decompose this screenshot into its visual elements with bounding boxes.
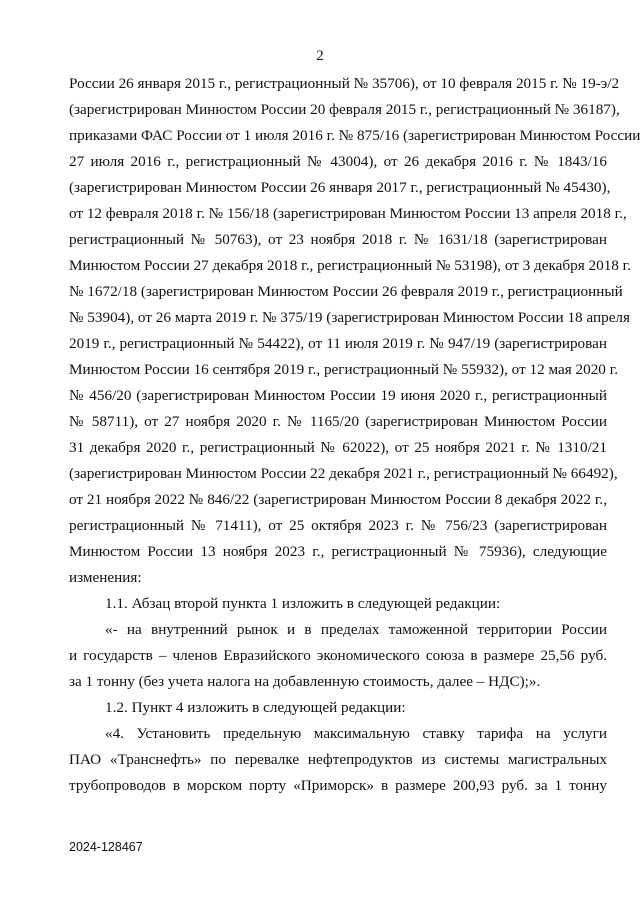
- text-line: изменения:: [69, 569, 142, 586]
- text-line: России 26 января 2015 г., регистрационный № 35706), от 10 февраля 2015 г. № 19-э/2: [69, 75, 620, 92]
- paragraph-heading: 1.2. Пункт 4 изложить в следующей редакции:: [105, 699, 406, 716]
- text-line: «- на внутренний рынок и в пределах таможенной территории России: [105, 621, 607, 638]
- text-line: 2019 г., регистрационный № 54422), от 11 июля 2019 г. № 947/19 (зарегистрирован: [69, 335, 607, 352]
- text-line: ПАО «Транснефть» по перевалке нефтепродуктов из системы магистральных: [69, 751, 607, 768]
- text-line: № 53904), от 26 марта 2019 г. № 375/19 (зарегистрирован Минюстом России 18 апреля: [69, 309, 630, 326]
- page-number: 2: [316, 48, 324, 64]
- text-line: регистрационный № 71411), от 25 октября 2023 г. № 756/23 (зарегистрирован: [69, 517, 607, 534]
- text-line: (зарегистрирован Минюстом России 22 декабря 2021 г., регистрационный № 66492),: [69, 465, 618, 482]
- text-line: № 1672/18 (зарегистрирован Минюстом России 26 февраля 2019 г., регистрационный: [69, 283, 623, 300]
- text-line: от 12 февраля 2018 г. № 156/18 (зарегистрирован Минюстом России 13 апреля 2018 г.,: [69, 205, 627, 222]
- document-code: 2024-128467: [69, 840, 143, 854]
- text-line: регистрационный № 50763), от 23 ноября 2018 г. № 1631/18 (зарегистрирован: [69, 231, 607, 248]
- text-line: приказами ФАС России от 1 июля 2016 г. № 875/16 (зарегистрирован Минюстом России: [69, 127, 640, 144]
- document-body: [69, 71, 640, 799]
- text-line: трубопроводов в морском порту «Приморск» в размере 200,93 руб. за 1 тонну: [69, 777, 607, 794]
- text-line: Минюстом России 27 декабря 2018 г., регистрационный № 53198), от 3 декабря 2018 г.: [69, 257, 631, 274]
- text-line: «4. Установить предельную максимальную ставку тарифа на услуги: [105, 725, 607, 742]
- text-line: и государств – членов Евразийского экономического союза в размере 25,56 руб.: [69, 647, 607, 664]
- text-line: № 456/20 (зарегистрирован Минюстом России 19 июня 2020 г., регистрационный: [69, 387, 607, 404]
- text-line: Минюстом России 16 сентября 2019 г., регистрационный № 55932), от 12 мая 2020 г.: [69, 361, 619, 378]
- text-line: за 1 тонну (без учета налога на добавленную стоимость, далее – НДС);».: [69, 673, 541, 690]
- text-line: Минюстом России 13 ноября 2023 г., регистрационный № 75936), следующие: [69, 543, 607, 560]
- text-line: № 58711), от 27 ноября 2020 г. № 1165/20 (зарегистрирован Минюстом России: [69, 413, 607, 430]
- paragraph-heading: 1.1. Абзац второй пункта 1 изложить в следующей редакции:: [105, 595, 501, 612]
- text-line: от 21 ноября 2022 № 846/22 (зарегистрирован Минюстом России 8 декабря 2022 г.,: [69, 491, 607, 508]
- text-line: 31 декабря 2020 г., регистрационный № 62022), от 25 ноября 2021 г. № 1310/21: [69, 439, 607, 456]
- text-line: (зарегистрирован Минюстом России 26 января 2017 г., регистрационный № 45430),: [69, 179, 611, 196]
- text-line: (зарегистрирован Минюстом России 20 февраля 2015 г., регистрационный № 36187),: [69, 101, 620, 118]
- text-line: 27 июля 2016 г., регистрационный № 43004), от 26 декабря 2016 г. № 1843/16: [69, 153, 607, 170]
